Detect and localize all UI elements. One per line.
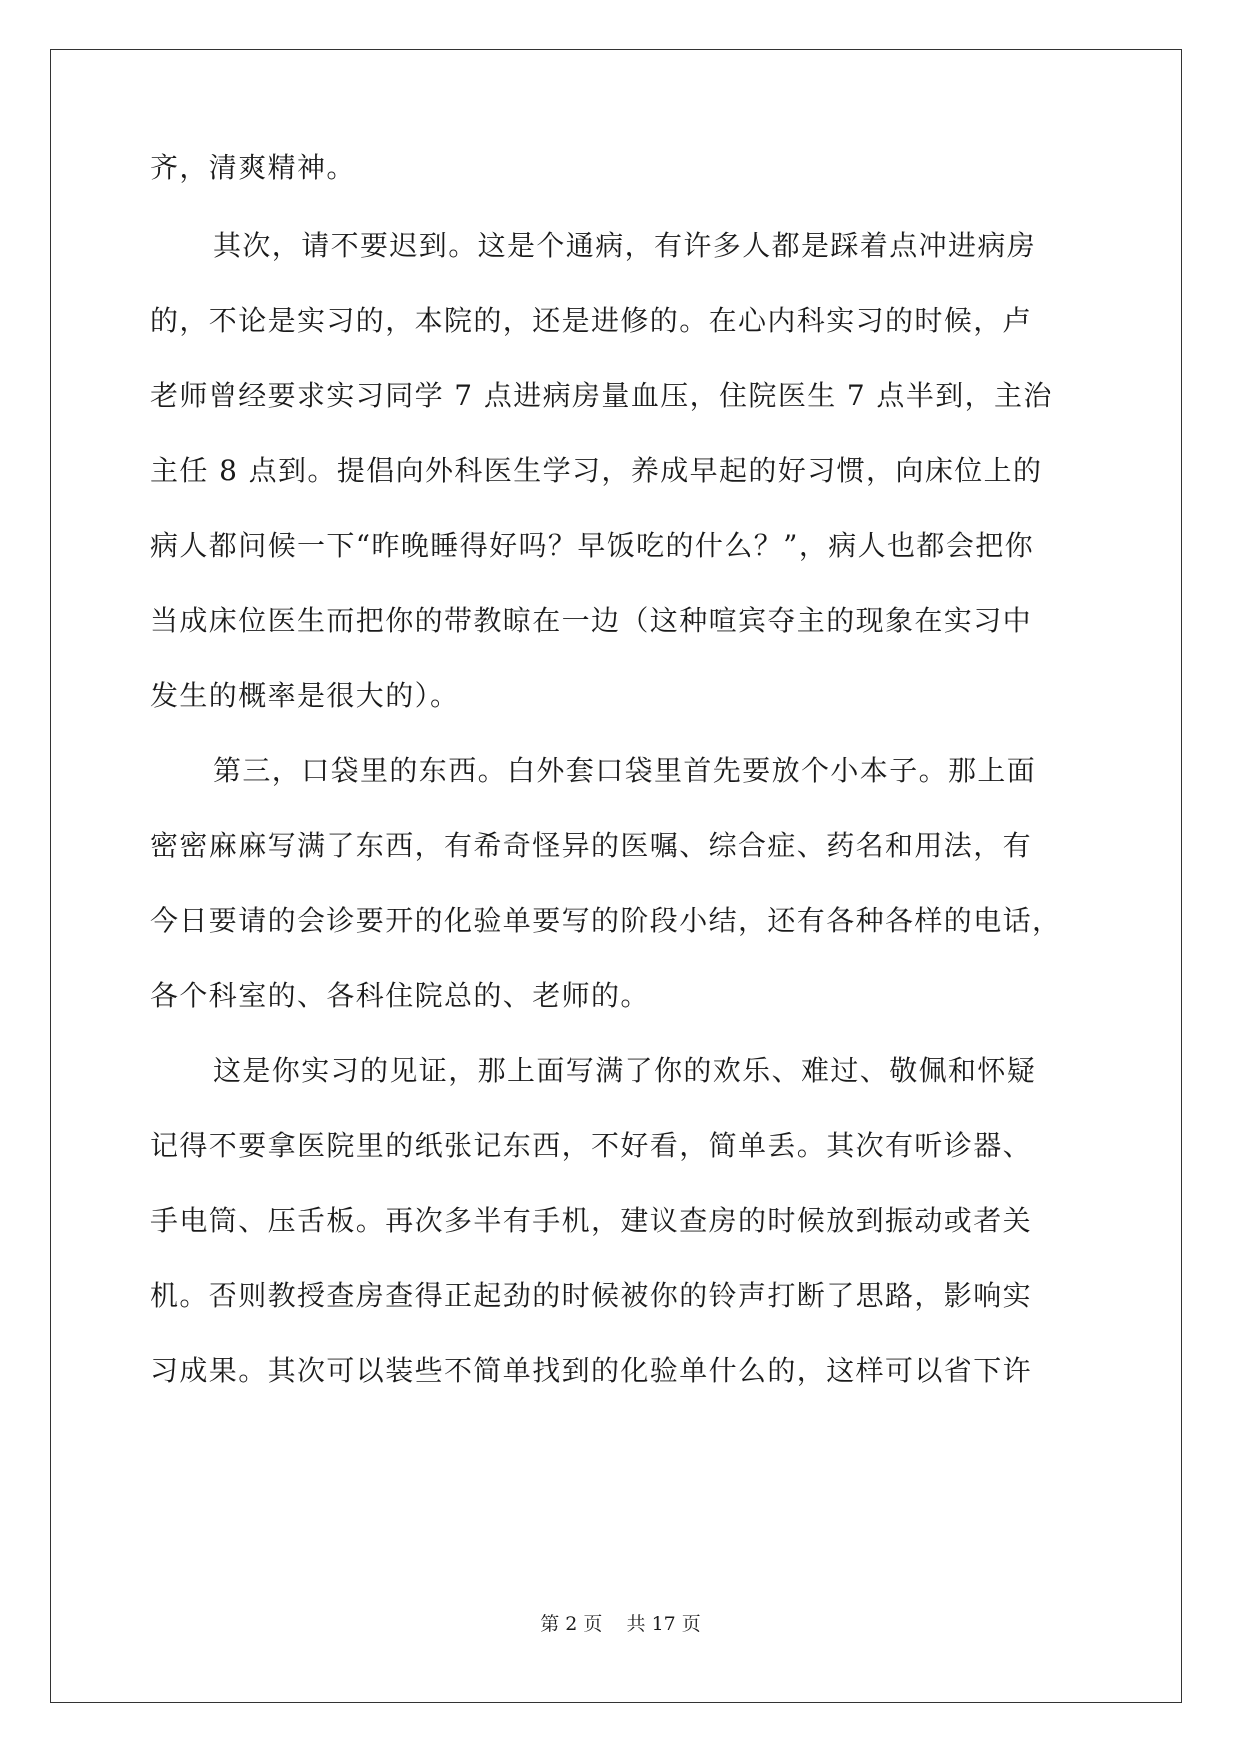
text-line-10: 密密麻麻写满了东西，有希奇怪异的医嘱、综合症、药名和用法，有: [150, 829, 1033, 862]
text-line-15: 手电筒、压舌板。再次多半有手机，建议查房的时候放到振动或者关: [150, 1204, 1033, 1237]
text-line-14: 记得不要拿医院里的纸张记东西，不好看，简单丢。其次有听诊器、: [150, 1129, 1033, 1162]
paragraph-start-line: 其次，请不要迟到。这是个通病，有许多人都是踩着点冲进病房: [213, 229, 1037, 262]
text-line-7: 当成床位医生而把你的带教晾在一边（这种喧宾夺主的现象在实习中: [150, 604, 1033, 637]
text-line-17: 习成果。其次可以装些不简单找到的化验单什么的，这样可以省下许: [150, 1354, 1033, 1387]
text-line-12: 各个科室的、各科住院总的、老师的。: [150, 979, 650, 1012]
text-line-11: 今日要请的会诊要开的化验单要写的阶段小结，还有各种各样的电话，: [150, 904, 1062, 937]
text-line-6: 病人都问候一下“昨晚睡得好吗？早饭吃的什么？”，病人也都会把你: [150, 529, 1035, 562]
text-line-4: 老师曾经要求实习同学 7 点进病房量血压，住院医生 7 点半到，主治: [150, 379, 1053, 412]
text-line-3: 的，不论是实习的，本院的，还是进修的。在心内科实习的时候，卢: [150, 304, 1033, 337]
text-line-1: 齐，清爽精神。: [150, 151, 356, 184]
text-line-5: 主任 8 点到。提倡向外科医生学习，养成早起的好习惯，向床位上的: [150, 454, 1043, 487]
page-number-label: 第 2 页 共 17 页: [540, 1613, 701, 1635]
text-line-16: 机。否则教授查房查得正起劲的时候被你的铃声打断了思路，影响实: [150, 1279, 1033, 1312]
page-border: [50, 49, 1182, 1703]
text-line-8: 发生的概率是很大的）。: [150, 679, 460, 712]
page-number-footer: [0, 1612, 1241, 1636]
paragraph-start-line: 这是你实习的见证，那上面写满了你的欢乐、难过、敬佩和怀疑: [213, 1054, 1037, 1087]
paragraph-start-line: 第三，口袋里的东西。白外套口袋里首先要放个小本子。那上面: [213, 754, 1037, 787]
